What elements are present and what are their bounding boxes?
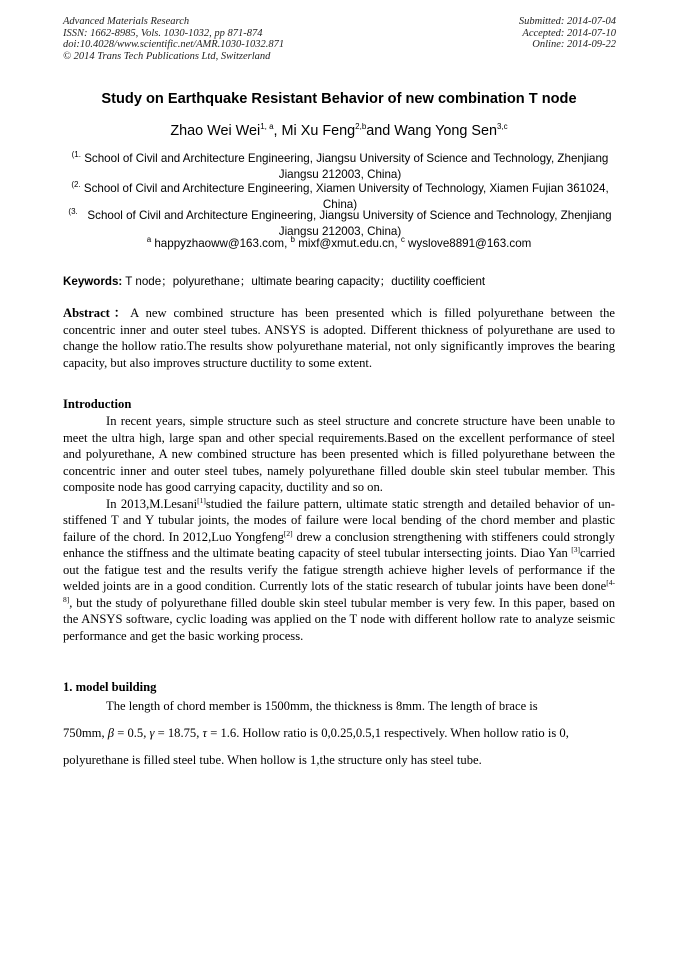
model-building-body bbox=[63, 696, 615, 770]
keywords-label: Keywords: bbox=[63, 275, 123, 288]
tau-symbol: τ bbox=[202, 726, 208, 740]
intro-paragraph-1: In recent years, simple structure such as steel structure and concrete structure have been unable to meet the ultra high, large span and other special requirements.Based on the excellent performance of steel and polyurethane, A new combined structure has been presented which is filled polyurethane between the concentric inner and outer steel tubes, namely polyurethane filled double skin steel tubular member. This composite node has good carrying capacity, ductility and so on. bbox=[63, 414, 615, 494]
author-3: and Wang Yong Sen bbox=[366, 123, 497, 139]
author-1-mark: 1, a bbox=[260, 122, 274, 132]
intro-p2-part-e: , but the study of polyurethane filled double skin steel tubular member is very few. In this paper, based on the ANSYS software, cyclic loading was applied on the T node with different hollow rate to analyze seismic performance and get the basic working process. bbox=[63, 595, 615, 643]
intro-p2-part-c: drew a conclusion strengthening with stiffeners could strongly enhance the stiffness and the ultimate beating capacity of steel tubular intersecting joints. Diao Yan bbox=[63, 529, 615, 560]
model-line-2: 750mm, β = 0.5, γ = 18.75, τ = 1.6. Hollow ratio is 0,0.25,0.5,1 respectively. When hollow ratio is 0, bbox=[63, 726, 569, 740]
beta-symbol: β bbox=[107, 726, 115, 740]
section-heading-model-building: 1. model building bbox=[63, 680, 157, 694]
issn-line: ISSN: 1662-8985, Vols. 1030-1032, pp 871-874 bbox=[63, 27, 263, 39]
copyright-line: © 2014 Trans Tech Publications Ltd, Switzerland bbox=[63, 50, 271, 62]
tau-formula bbox=[203, 726, 237, 740]
dates-info bbox=[519, 16, 616, 51]
author-list bbox=[0, 123, 678, 139]
intro-paragraph-2 bbox=[63, 496, 615, 645]
affiliation-3-mark: (3. bbox=[68, 207, 78, 217]
doi-line: doi:10.4028/www.scientific.net/AMR.1030-1032.871 bbox=[63, 39, 285, 50]
email-c-mark: c bbox=[400, 235, 405, 245]
email-a[interactable]: happyzhaoww@163.com, bbox=[151, 237, 291, 250]
abstract-label: Abstract： bbox=[63, 306, 131, 320]
gamma-symbol: γ bbox=[149, 726, 155, 740]
abstract bbox=[63, 305, 615, 371]
citation-2[interactable]: [2] bbox=[283, 528, 293, 538]
affiliation-1 bbox=[60, 151, 620, 182]
affiliation-1-text: School of Civil and Architecture Engineering, Jiangsu University of Science and Technology, Zhenjiang Jiangsu 212003, China) bbox=[80, 152, 609, 181]
citation-3[interactable]: [3] bbox=[571, 544, 581, 554]
affiliation-2-text: School of Civil and Architecture Engineering, Xiamen University of Technology, Xiamen Fujian 361024, China) bbox=[80, 182, 609, 211]
model-line-1: The length of chord member is 1500mm, the thickness is 8mm. The length of brace is bbox=[106, 699, 538, 713]
section-heading-introduction: Introduction bbox=[63, 397, 132, 411]
author-2-mark: 2,b bbox=[355, 122, 367, 132]
model-line-2-start: 750mm, bbox=[63, 726, 108, 740]
journal-name: Advanced Materials Research bbox=[63, 16, 190, 27]
affiliation-3-text: School of Civil and Architecture Engineering, Jiangsu University of Science and Technology, Zhenjiang Jiangsu 212003, China) bbox=[77, 209, 615, 238]
submitted-date: Submitted: 2014-07-04 bbox=[518, 16, 616, 27]
affiliation-1-mark: (1. bbox=[71, 150, 81, 160]
gamma-value: = 18.75 bbox=[154, 726, 197, 740]
citation-1[interactable]: [1] bbox=[197, 495, 206, 505]
author-1: Zhao Wei Wei bbox=[170, 123, 261, 139]
beta-formula bbox=[108, 726, 143, 740]
email-a-mark: a bbox=[146, 235, 152, 245]
online-date: Online: 2014-09-22 bbox=[532, 39, 616, 50]
gamma-formula bbox=[150, 726, 197, 740]
author-3-mark: 3,c bbox=[496, 122, 508, 132]
email-b-mark: b bbox=[290, 235, 295, 245]
email-b[interactable]: mixf@xmut.edu.cn, bbox=[294, 237, 401, 250]
beta-value: = 0.5 bbox=[114, 726, 144, 740]
intro-p2-part-a: In 2013,M.Lesani bbox=[106, 496, 198, 511]
journal-info bbox=[63, 16, 284, 62]
keywords-text: T node；polyurethane；ultimate bearing capacity；ductility coefficient bbox=[122, 275, 486, 288]
email-list bbox=[0, 237, 678, 250]
model-line-2-end: . Hollow ratio is 0,0.25,0.5,1 respectively. When hollow ratio is 0, bbox=[236, 726, 569, 740]
abstract-text: A new combined structure has been presented which is filled polyurethane between the concentric inner and outer steel tubes. ANSYS is adopted. Different thickness of polyurethane are used to change the hollow ratio.The results show polyurethane material, not only significantly improves the bearing capacity, but also improves structure ductility to some extent. bbox=[63, 306, 615, 370]
intro-p2-part-b: studied the failure pattern, ultimate static strength and detailed behavior of un-stiffened T and Y tubular joints, the modes of failure were local bending of the chord member and plastic failure of the chord. In 2012,Luo Yongfeng bbox=[63, 496, 615, 544]
affiliation-2-mark: (2. bbox=[71, 180, 81, 190]
model-line-3: polyurethane is filled steel tube. When hollow is 1,the structure only has steel tube. bbox=[63, 753, 482, 767]
tau-value: = 1.6 bbox=[207, 726, 237, 740]
author-2: , Mi Xu Feng bbox=[273, 123, 356, 139]
citation-4-8[interactable]: [4-8] bbox=[63, 577, 615, 604]
affiliation-3 bbox=[60, 208, 620, 239]
introduction-body bbox=[63, 413, 615, 644]
keywords bbox=[63, 273, 615, 289]
paper-title: Study on Earthquake Resistant Behavior of new combination T node bbox=[101, 91, 577, 107]
accepted-date: Accepted: 2014-07-10 bbox=[522, 27, 616, 39]
email-c[interactable]: wyslove8891@163.com bbox=[404, 237, 532, 250]
intro-p2-part-d: carried out the fatigue test and the results verify the fatigue strength achieve higher levels of performance if the welded joints are in a good condition. Currently lots of the static research of tubular joints have been done bbox=[63, 546, 615, 593]
